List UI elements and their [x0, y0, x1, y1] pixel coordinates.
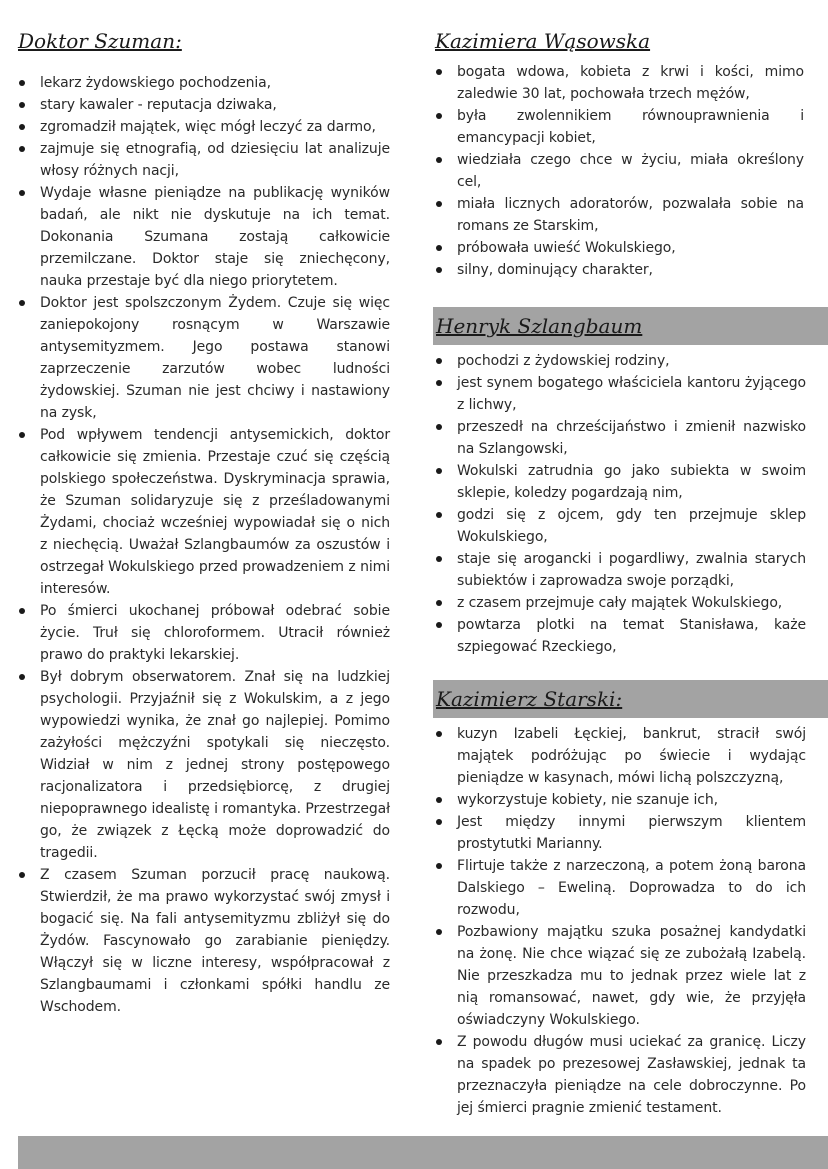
list-item: Z powodu długów musi uciekać za granicę. Liczy na spadek po prezesowej Zasławskiej, jednak ta przeznaczyła pieniądze na cele dobroczynne. Po jej śmierci pragnie zmienić testament. [435, 1031, 806, 1119]
list-item: Pozbawiony majątku szuka posażnej kandydatki na żonę. Nie chce wiązać się ze zubożałą Izabelą. Nie przeszkadza mu to jednak przez wiele lat z nią romansować, nawet, gdy wie, że przyjęła oświadczyny Wokulskiego. [435, 921, 806, 1031]
list-item: zajmuje się etnografią, od dziesięciu lat analizuje włosy różnych nacji, [18, 138, 390, 182]
list-item: wykorzystuje kobiety, nie szanuje ich, [435, 789, 806, 811]
section-title-szuman: Doktor Szuman: [18, 29, 182, 53]
section-wasowska [435, 22, 804, 281]
list-item: zgromadził majątek, więc mógł leczyć za darmo, [18, 116, 390, 138]
list-item: próbowała uwieść Wokulskiego, [435, 237, 804, 259]
list-item: staje się arogancki i pogardliwy, zwalnia starych subiektów i zaprowadza swoje porządki, [435, 548, 806, 592]
list-item: lekarz żydowskiego pochodzenia, [18, 72, 390, 94]
list-item: przeszedł na chrześcijaństwo i zmienił nazwisko na Szlangowski, [435, 416, 806, 460]
list-item: bogata wdowa, kobieta z krwi i kości, mimo zaledwie 30 lat, pochowała trzech mężów, [435, 61, 804, 105]
list-item: stary kawaler - reputacja dziwaka, [18, 94, 390, 116]
list-item: powtarza plotki na temat Stanisława, każe szpiegować Rzeckiego, [435, 614, 806, 658]
list-item: godzi się z ojcem, gdy ten przejmuje sklep Wokulskiego, [435, 504, 806, 548]
list-item: pochodzi z żydowskiej rodziny, [435, 350, 806, 372]
list-item: Jest między innymi pierwszym klientem prostytutki Marianny. [435, 811, 806, 855]
list-szlangbaum [435, 350, 806, 658]
section-szlangbaum [433, 307, 828, 658]
section-title-starski: Kazimierz Starski: [433, 680, 828, 718]
list-item: Pod wpływem tendencji antysemickich, doktor całkowicie się zmienia. Przestaje czuć się częścią polskiego społeczeństwa. Dyskryminacja sprawia, że Szuman solidaryzuje się z prześladowanymi Żydami, chociaż wcześniej wypowiadał się o nich z niechęcią. Uważał Szlangbaumów za oszustów i ostrzegał Wokulskiego przed prowadzeniem z nimi interesów. [18, 424, 390, 600]
list-item: Po śmierci ukochanej próbował odebrać sobie życie. Truł się chloroformem. Utracił również prawo do praktyki lekarskiej. [18, 600, 390, 666]
list-item: była zwolennikiem równouprawnienia i emancypacji kobiet, [435, 105, 804, 149]
list-item: jest synem bogatego właściciela kantoru żyjącego z lichwy, [435, 372, 806, 416]
list-item: Wydaje własne pieniądze na publikację wyników badań, ale nikt nie dyskutuje na ich temat. Dokonania Szumana zostają całkowicie przemilczane. Doktor staje się zniechęcony, nauka przestaje być dla niego priorytetem. [18, 182, 390, 292]
list-item: Z czasem Szuman porzucił pracę naukową. Stwierdził, że ma prawo wykorzystać swój zmysł i bogacić się. Na fali antysemityzmu zbliżył się do Żydów. Fascynowało go zarabianie pieniędzy. Włączył się w liczne interesy, współpracował z Szlangbaumami i członkami spółki handlu ze Wschodem. [18, 864, 390, 1018]
list-item: z czasem przejmuje cały majątek Wokulskiego, [435, 592, 806, 614]
list-starski [435, 723, 806, 1119]
section-title-szlangbaum: Henryk Szlangbaum [433, 307, 828, 345]
list-item: Doktor jest spolszczonym Żydem. Czuje się więc zaniepokojony rosnącym w Warszawie antysemityzmem. Jego postawa stanowi zaprzeczenie zarzutów wobec ludności żydowskiej. Szuman nie jest chciwy i nastawiony na zysk, [18, 292, 390, 424]
list-item: miała licznych adoratorów, pozwalała sobie na romans ze Starskim, [435, 193, 804, 237]
section-starski [433, 680, 828, 1119]
list-item: Był dobrym obserwatorem. Znał się na ludzkiej psychologii. Przyjaźnił się z Wokulskim, a z jego wypowiedzi wynika, że znał go najlepiej. Pomimo zażyłości mężczyźni spotykali się nieczęsto. Widział w nim z jednej strony postępowego racjonalizatora i przedsiębiorcę, z drugiej niepoprawnego idealistę i romantyka. Przestrzegał go, że związek z Łęcką może doprowadzić do tragedii. [18, 666, 390, 864]
list-item: Wokulski zatrudnia go jako subiekta w swoim sklepie, koledzy pogardzają nim, [435, 460, 806, 504]
list-szuman [18, 72, 390, 1018]
list-item: kuzyn Izabeli Łęckiej, bankrut, stracił swój majątek podróżując po świecie i wydając pieniądze w kasynach, mówi lichą polszczyzną, [435, 723, 806, 789]
list-item: Flirtuje także z narzeczoną, a potem żoną barona Dalskiego – Eweliną. Doprowadza to do ich rozwodu, [435, 855, 806, 921]
list-item: silny, dominujący charakter, [435, 259, 804, 281]
list-wasowska [435, 61, 804, 281]
list-item: wiedziała czego chce w życiu, miała określony cel, [435, 149, 804, 193]
footer-bar [18, 1136, 828, 1169]
section-title-wasowska: Kazimiera Wąsowska [435, 29, 651, 53]
section-szuman [18, 22, 390, 1018]
